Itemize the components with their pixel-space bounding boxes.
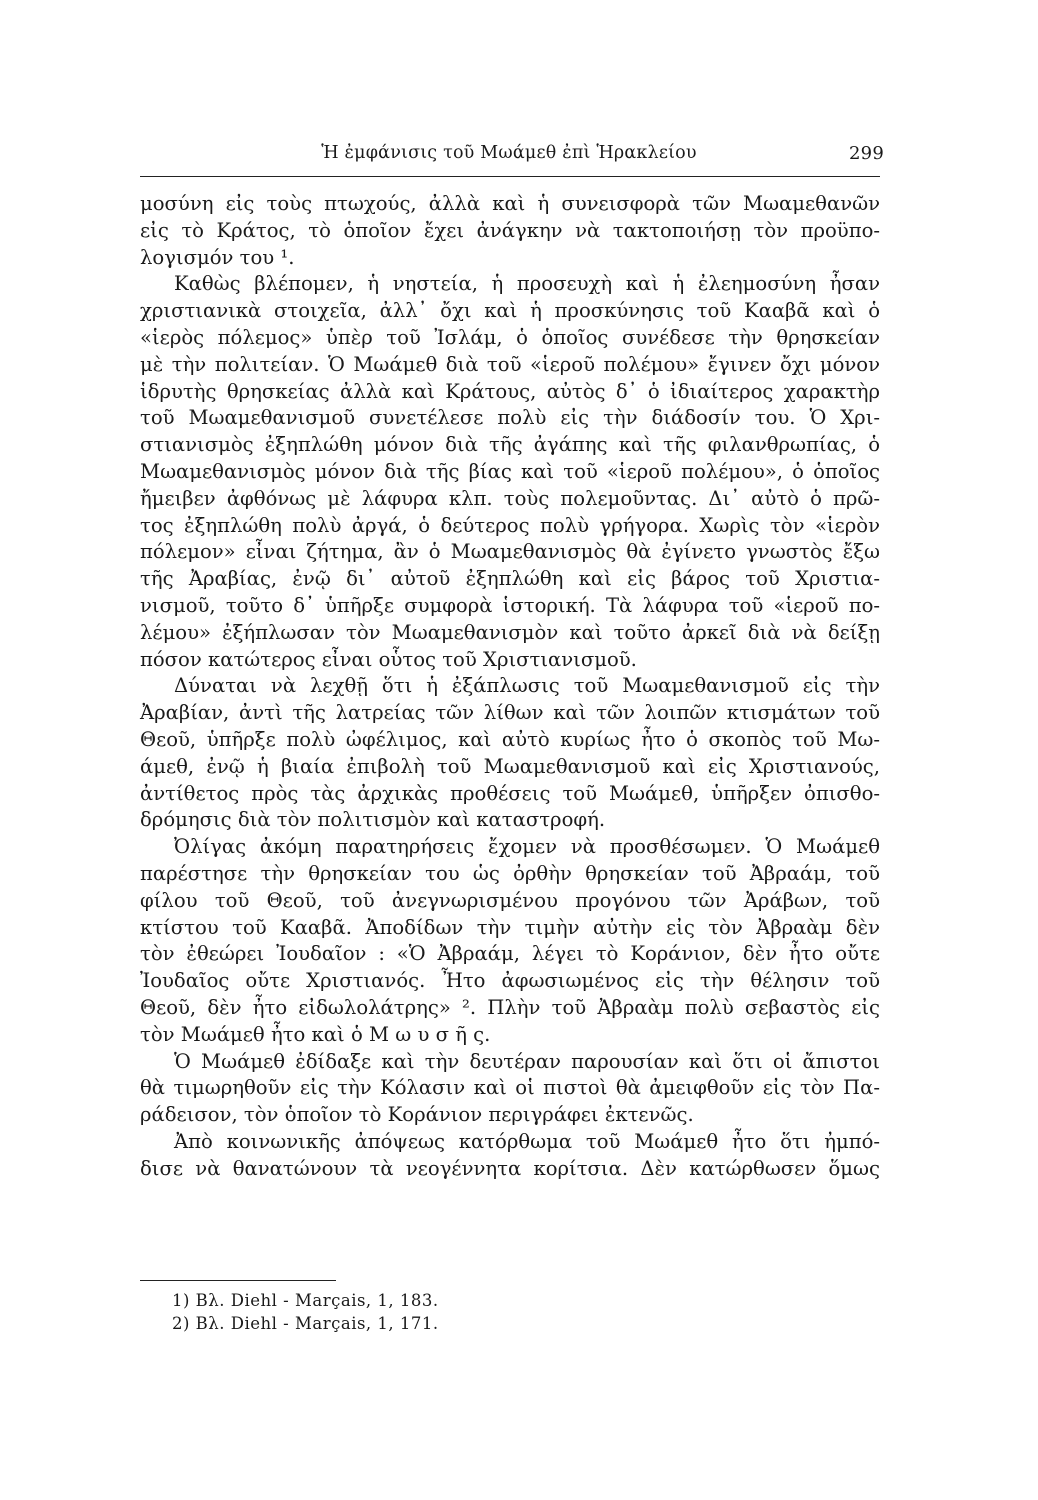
footnotes xyxy=(172,1289,772,1335)
text-line: θὰ τιμωρηθοῦν εἰς τὴν Κόλασιν καὶ οἱ πιστοὶ θὰ ἀμειφθοῦν εἰς τὸν Πα- xyxy=(140,1076,880,1100)
text-line: Ἰουδαῖος οὔτε Χριστιανός. Ἦτο ἀφωσιωμένος εἰς τὴν θέλησιν τοῦ xyxy=(140,969,880,993)
text-line: φίλου τοῦ Θεοῦ, τοῦ ἀνεγνωρισμένου προγόνου τῶν Ἀράβων, τοῦ xyxy=(140,888,880,912)
body-text xyxy=(140,191,880,1182)
text-line: «ἱερὸς πόλεμος» ὑπὲρ τοῦ Ἰσλάμ, ὁ ὁποῖος συνέδεσε τὴν θρησκείαν xyxy=(140,325,880,349)
page-number: 299 xyxy=(849,143,884,164)
text-line: Ὁ Μωάμεθ ἐδίδαξε καὶ τὴν δευτέραν παρουσίαν καὶ ὅτι οἱ ἄπιστοι xyxy=(174,1049,880,1073)
text-line: δισε νὰ θανατώνουν τὰ νεογέννητα κορίτσια. Δὲν κατώρθωσεν ὅμως xyxy=(140,1156,880,1180)
text-line: τῆς Ἀραβίας, ἐνῷ δι᾽ αὐτοῦ ἐξηπλώθη καὶ εἰς βάρος τοῦ Χριστια- xyxy=(140,567,880,591)
text-line: ἀντίθετος πρὸς τὰς ἀρχικὰς προθέσεις τοῦ Μωάμεθ, ὑπῆρξεν ὀπισθο- xyxy=(140,781,880,805)
text-line: ράδεισον, τὸν ὁποῖον τὸ Κοράνιον περιγράφει ἐκτενῶς. xyxy=(140,1103,694,1127)
footnote: 2) Βλ. Diehl - Marçais, 1, 171. xyxy=(172,1314,439,1333)
text-line: ἤμειβεν ἀφθόνως μὲ λάφυρα κλπ. τοὺς πολεμοῦντας. Δι᾽ αὐτὸ ὁ πρῶ- xyxy=(140,486,880,510)
text-line: ἱδρυτὴς θρησκείας ἀλλὰ καὶ Κράτους, αὐτὸς δ᾽ ὁ ἰδιαίτερος χαρακτὴρ xyxy=(140,379,880,403)
text-line: Θεοῦ, δὲν ἦτο εἰδωλολάτρης» ². Πλὴν τοῦ Ἀβραὰμ πολὺ σεβαστὸς εἰς xyxy=(140,995,880,1019)
text-line: κτίστου τοῦ Κααβᾶ. Ἀποδίδων τὴν τιμὴν αὐτὴν εἰς τὸν Ἀβραὰμ δὲν xyxy=(140,915,880,939)
header-rule xyxy=(140,176,880,177)
text-line: μὲ τὴν πολιτείαν. Ὁ Μωάμεθ διὰ τοῦ «ἱεροῦ πολέμου» ἔγινεν ὄχι μόνον xyxy=(140,352,880,376)
text-line: πόσον κατώτερος εἶναι οὗτος τοῦ Χριστιανισμοῦ. xyxy=(140,647,637,671)
text-line: τὸν ἐθεώρει Ἰουδαῖον : «Ὁ Ἀβραάμ, λέγει τὸ Κοράνιον, δὲν ἦτο οὔτε xyxy=(140,942,880,966)
text-line: Ἀραβίαν, ἀντὶ τῆς λατρείας τῶν λίθων καὶ τῶν λοιπῶν κτισμάτων τοῦ xyxy=(140,701,880,725)
text-line: χριστιανικὰ στοιχεῖα, ἀλλ᾽ ὄχι καὶ ἡ προσκύνησις τοῦ Κααβᾶ καὶ ὁ xyxy=(140,299,880,323)
text-line: νισμοῦ, τοῦτο δ᾽ ὑπῆρξε συμφορὰ ἱστορική. Τὰ λάφυρα τοῦ «ἱεροῦ πο- xyxy=(140,593,880,617)
text-line: παρέστησε τὴν θρησκείαν του ὡς ὀρθὴν θρησκείαν τοῦ Ἀβραάμ, τοῦ xyxy=(140,861,880,885)
text-line: Καθὼς βλέπομεν, ἡ νηστεία, ἡ προσευχὴ καὶ ἡ ἐλεημοσύνη ἦσαν xyxy=(174,272,880,296)
text-line: λέμου» ἐξήπλωσαν τὸν Μωαμεθανισμὸν καὶ τοῦτο ἀρκεῖ διὰ νὰ δείξῃ xyxy=(140,620,880,644)
text-line: τὸν Μωάμεθ ἦτο καὶ ὁ Μ ω υ σ ῆ ς. xyxy=(140,1022,491,1046)
text-line: Δύναται νὰ λεχθῇ ὅτι ἡ ἐξάπλωσις τοῦ Μωαμεθανισμοῦ εἰς τὴν xyxy=(174,674,880,698)
text-line: δρόμησις διὰ τὸν πολιτισμὸν καὶ καταστροφή. xyxy=(140,808,606,832)
text-line: λογισμόν του ¹. xyxy=(140,245,295,269)
text-line: Ὀλίγας ἀκόμη παρατηρήσεις ἔχομεν νὰ προσθέσωμεν. Ὁ Μωάμεθ xyxy=(174,835,880,859)
text-line: τοῦ Μωαμεθανισμοῦ συνετέλεσε πολὺ εἰς τὴν διάδοσίν του. Ὁ Χρι- xyxy=(140,406,880,430)
text-line: στιανισμὸς ἐξηπλώθη μόνον διὰ τῆς ἀγάπης καὶ τῆς φιλανθρωπίας, ὁ xyxy=(140,433,880,457)
running-title: Ἡ ἐμφάνισις τοῦ Μωάμεθ ἐπὶ Ἡρακλείου xyxy=(321,143,697,163)
footnote: 1) Βλ. Diehl - Marçais, 1, 183. xyxy=(172,1291,439,1310)
text-line: μοσύνη εἰς τοὺς πτωχούς, ἀλλὰ καὶ ἡ συνεισφορὰ τῶν Μωαμεθανῶν xyxy=(140,192,880,215)
text-line: πόλεμον» εἶναι ζήτημα, ἂν ὁ Μωαμεθανισμὸς θὰ ἐγίνετο γνωστὸς ἔξω xyxy=(140,540,880,564)
text-line: τος ἐξηπλώθη πολὺ ἀργά, ὁ δεύτερος πολὺ γρήγορα. Χωρὶς τὸν «ἱερὸν xyxy=(140,513,880,537)
running-head xyxy=(140,143,884,169)
text-line: εἰς τὸ Κράτος, τὸ ὁποῖον ἔχει ἀνάγκην νὰ τακτοποιήσῃ τὸν προϋπο- xyxy=(140,218,880,242)
text-line: Θεοῦ, ὑπῆρξε πολὺ ὠφέλιμος, καὶ αὐτὸ κυρίως ἦτο ὁ σκοπὸς τοῦ Μω- xyxy=(140,727,880,751)
text-line: άμεθ, ἐνῷ ἡ βιαία ἐπιβολὴ τοῦ Μωαμεθανισμοῦ καὶ εἰς Χριστιανούς, xyxy=(140,754,880,778)
text-line: Μωαμεθανισμὸς μόνον διὰ τῆς βίας καὶ τοῦ «ἱεροῦ πολέμου», ὁ ὁποῖος xyxy=(140,459,880,483)
text-line: Ἀπὸ κοινωνικῆς ἀπόψεως κατόρθωμα τοῦ Μωάμεθ ἦτο ὅτι ἠμπό- xyxy=(174,1129,880,1153)
footnote-rule xyxy=(140,1280,336,1281)
